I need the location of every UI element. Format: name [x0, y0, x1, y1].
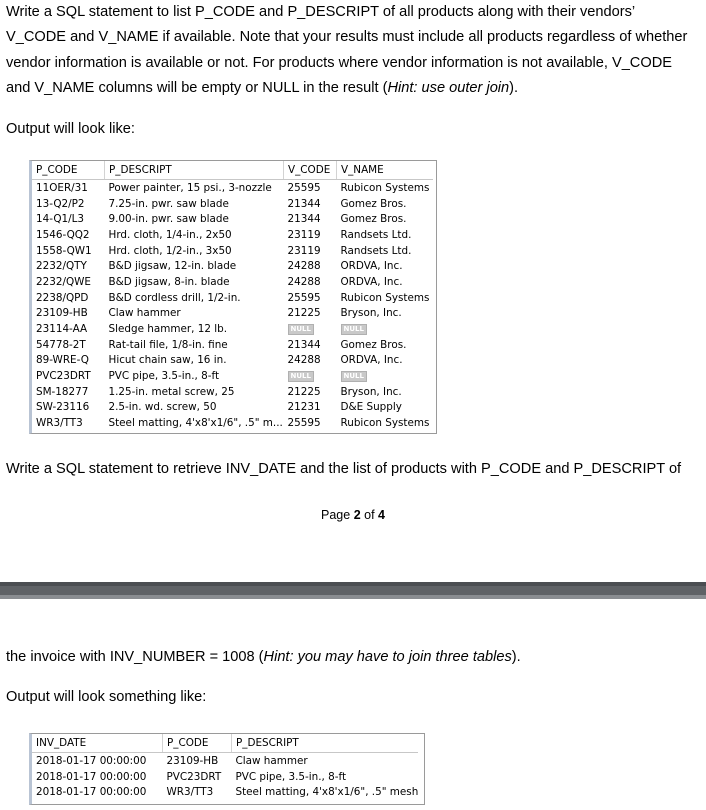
table-row[interactable]	[32, 368, 433, 384]
table-row[interactable]	[32, 274, 433, 290]
table-cell[interactable]: 21344	[287, 338, 321, 351]
table-cell[interactable]: 9.00-in. pwr. saw blade	[108, 213, 229, 226]
null-badge: NULL	[288, 324, 314, 335]
page-current: 2	[353, 508, 361, 522]
null-badge: NULL	[341, 324, 367, 335]
table-cell[interactable]: 54778-2T	[36, 338, 86, 351]
page-break-divider	[0, 582, 706, 599]
table-row[interactable]	[32, 227, 433, 243]
table-row[interactable]	[32, 400, 433, 416]
result-grid-invoice	[29, 733, 425, 805]
table-cell[interactable]: 14-Q1/L3	[36, 213, 85, 226]
table-cell[interactable]: Rubicon Systems	[340, 417, 430, 430]
column-header-p-descript[interactable]: P_DESCRIPT	[105, 161, 284, 180]
table-cell[interactable]: ORDVA, Inc.	[340, 260, 403, 273]
table-cell[interactable]: 2.5-in. wd. screw, 50	[108, 401, 217, 414]
table-cell[interactable]: 11OER/31	[36, 181, 88, 194]
table-cell[interactable]: 89-WRE-Q	[36, 354, 89, 367]
table-row[interactable]	[32, 384, 433, 400]
table-cell[interactable]: D&E Supply	[340, 401, 402, 414]
column-header-v-code[interactable]: V_CODE	[284, 161, 337, 180]
table-cell[interactable]: Claw hammer	[108, 307, 181, 320]
question-paragraph	[6, 0, 696, 102]
page-number	[0, 508, 706, 522]
table-cell[interactable]: 13-Q2/P2	[36, 197, 85, 210]
grid-body	[32, 180, 433, 432]
column-header-p-code[interactable]: P_CODE	[163, 734, 232, 753]
table-cell[interactable]: WR3/TT3	[36, 417, 83, 430]
table-row[interactable]	[32, 306, 433, 322]
question-text: Write a SQL statement to list P_CODE and P_DESCRIPT of all products along with their vendors’ V_CODE and V_NAME if available. Note that your results must include all products regardless of whether vendor information is available or not. For products where vendor information is not available, V_CODE and V_NAME columns will be empty or NULL in the result (	[6, 4, 688, 97]
table-cell[interactable]: 2232/QWE	[36, 275, 91, 288]
table-cell[interactable]: Steel matting, 4'x8'x1/6", .5" m...	[108, 417, 283, 430]
table-cell[interactable]: Randsets Ltd.	[340, 244, 412, 257]
table-cell[interactable]: Rat-tail file, 1/8-in. fine	[108, 338, 228, 351]
page-middle: of	[360, 508, 379, 522]
table-cell[interactable]: 23119	[287, 244, 321, 257]
table-row[interactable]	[32, 784, 418, 800]
table-cell[interactable]: 25595	[287, 417, 321, 430]
column-header-inv-date[interactable]: INV_DATE	[32, 734, 163, 753]
table-cell[interactable]	[284, 321, 337, 337]
table-row[interactable]	[32, 769, 418, 785]
table-cell[interactable]: 2018-01-17 00:00:00	[36, 786, 147, 799]
null-badge: NULL	[341, 371, 367, 382]
table-row[interactable]	[32, 290, 433, 306]
table-cell[interactable]: PVC23DRT	[36, 370, 91, 383]
continued-text: the invoice with INV_NUMBER = 1008 (	[6, 649, 264, 665]
column-header-p-code[interactable]: P_CODE	[32, 161, 105, 180]
table-cell[interactable]: B&D cordless drill, 1/2-in.	[108, 291, 241, 304]
table-cell[interactable]: Steel matting, 4'x8'x1/6", .5" mesh	[235, 786, 419, 799]
table-cell[interactable]: Rubicon Systems	[340, 181, 430, 194]
table-cell[interactable]: ORDVA, Inc.	[340, 354, 403, 367]
question-paragraph-continued	[6, 645, 696, 670]
table-cell[interactable]: 2238/QPD	[36, 291, 89, 304]
grid-header-row	[32, 161, 433, 180]
table-row[interactable]	[32, 321, 433, 337]
table-cell[interactable]	[284, 368, 337, 384]
table-cell[interactable]: 1558-QW1	[36, 244, 92, 257]
output-label-2: Output will look something like:	[6, 689, 207, 705]
table-cell[interactable]: PVC pipe, 3.5-in., 8-ft	[108, 370, 220, 383]
hint-text-2: Hint: you may have to join three tables	[263, 649, 512, 665]
table-cell[interactable]: 7.25-in. pwr. saw blade	[108, 197, 229, 210]
table-cell[interactable]: SW-23116	[36, 401, 90, 414]
table-cell[interactable]: 23109-HB	[36, 307, 88, 320]
table-cell[interactable]: 2232/QTY	[36, 260, 87, 273]
column-header-p-descript[interactable]: P_DESCRIPT	[232, 734, 419, 753]
table-cell[interactable]: Claw hammer	[235, 754, 308, 767]
page-prefix: Page	[321, 508, 354, 522]
table-cell[interactable]: Bryson, Inc.	[340, 385, 402, 398]
table-cell[interactable]: Hrd. cloth, 1/4-in., 2x50	[108, 228, 232, 241]
table-cell[interactable]: 24288	[287, 354, 321, 367]
table-cell[interactable]: Hicut chain saw, 16 in.	[108, 354, 227, 367]
table-cell[interactable]: 21225	[287, 385, 321, 398]
output-label: Output will look like:	[6, 121, 135, 137]
table-cell[interactable]: Gomez Bros.	[340, 197, 407, 210]
table-cell[interactable]: Randsets Ltd.	[340, 228, 412, 241]
page-break-shade	[0, 595, 706, 599]
table-cell[interactable]: SM-18277	[36, 385, 89, 398]
table-cell[interactable]: WR3/TT3	[166, 786, 214, 799]
table-cell[interactable]: 21225	[287, 307, 321, 320]
table-cell[interactable]: Power painter, 15 psi., 3-nozzle	[108, 181, 272, 194]
result-grid-products	[29, 160, 437, 434]
table-cell[interactable]: 24288	[287, 275, 321, 288]
table-cell[interactable]: 23109-HB	[166, 754, 219, 767]
table-cell[interactable]: 25595	[287, 181, 321, 194]
table-cell[interactable]: 2018-01-17 00:00:00	[36, 770, 147, 783]
grid-body	[32, 753, 418, 801]
table-row[interactable]	[32, 353, 433, 369]
table-cell[interactable]: 21344	[287, 197, 321, 210]
table-cell[interactable]: Rubicon Systems	[340, 291, 430, 304]
table-cell[interactable]: 23119	[287, 228, 321, 241]
table-cell[interactable]: PVC pipe, 3.5-in., 8-ft	[235, 770, 347, 783]
grid-header-row	[32, 734, 418, 753]
table-cell[interactable]: Bryson, Inc.	[340, 307, 402, 320]
table-cell[interactable]: PVC23DRT	[166, 770, 222, 783]
table-cell[interactable]: Gomez Bros.	[340, 213, 407, 226]
column-header-v-name[interactable]: V_NAME	[337, 161, 434, 180]
table-cell[interactable]	[337, 368, 434, 384]
continued-text-end: ).	[511, 649, 521, 665]
table-cell[interactable]: ORDVA, Inc.	[340, 275, 403, 288]
table-row[interactable]	[32, 211, 433, 227]
table-cell[interactable]: 2018-01-17 00:00:00	[36, 754, 147, 767]
table-cell[interactable]: Hrd. cloth, 1/2-in., 3x50	[108, 244, 232, 257]
table-cell[interactable]: B&D jigsaw, 12-in. blade	[108, 260, 237, 273]
table-cell[interactable]: 21231	[287, 401, 321, 414]
table-cell[interactable]: 23114-AA	[36, 323, 88, 336]
table-cell[interactable]: Sledge hammer, 12 lb.	[108, 323, 228, 336]
table-row[interactable]	[32, 243, 433, 259]
table-row[interactable]	[32, 753, 418, 769]
table-row[interactable]	[32, 258, 433, 274]
null-badge: NULL	[288, 371, 314, 382]
table-cell[interactable]: Gomez Bros.	[340, 338, 407, 351]
table-row[interactable]	[32, 180, 433, 196]
question-text-end: ).	[509, 80, 519, 97]
table-cell[interactable]: 24288	[287, 260, 321, 273]
page-break-edge	[0, 582, 706, 586]
table-cell[interactable]	[337, 321, 434, 337]
table-cell[interactable]: 21344	[287, 213, 321, 226]
table-cell[interactable]: 25595	[287, 291, 321, 304]
next-question-paragraph: Write a SQL statement to retrieve INV_DATE and the list of products with P_CODE and P_DESCRIPT of	[6, 461, 682, 477]
table-cell[interactable]: B&D jigsaw, 8-in. blade	[108, 275, 230, 288]
table-cell[interactable]: 1.25-in. metal screw, 25	[108, 385, 235, 398]
table-row[interactable]	[32, 196, 433, 212]
table-row[interactable]	[32, 337, 433, 353]
table-row[interactable]	[32, 415, 433, 431]
page-total: 4	[378, 508, 385, 522]
table-cell[interactable]: 1546-QQ2	[36, 228, 90, 241]
hint-text: Hint: use outer join	[387, 80, 510, 97]
